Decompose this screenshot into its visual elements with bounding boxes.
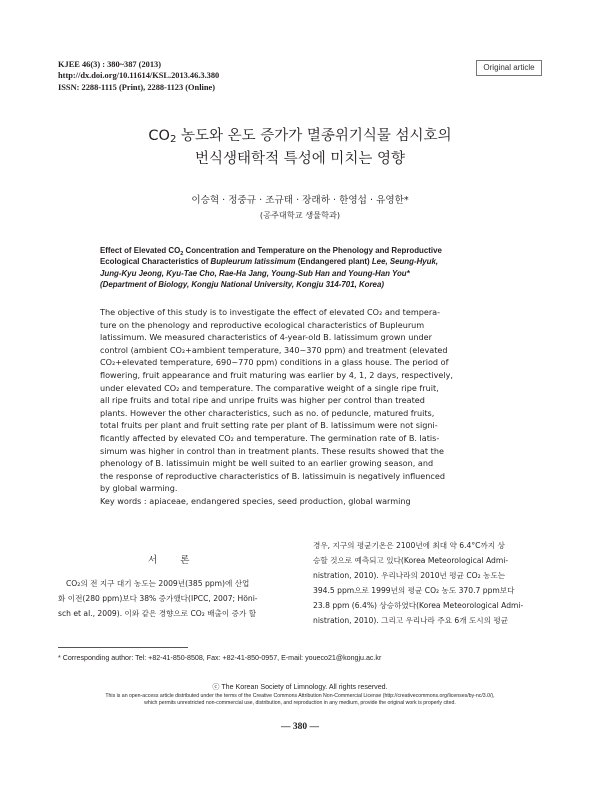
title-line-1: [60, 124, 540, 145]
en-affiliation: (Department of Biology, Kongju National University, Kongju 314-701, Korea): [100, 280, 384, 290]
affiliation-korean: (공주대학교 생물학과): [259, 210, 341, 220]
abstract-line: control (ambient CO₂+ambient temperature, 340~370 ppm) and treatment (elevated: [100, 344, 448, 355]
body-line: 394.5 ppm으로 1999년의 평균 CO₂ 농도 370.7 ppm보다: [313, 586, 515, 595]
body-line: 화 이전(280 ppm)보다 38% 증가했다(IPCC, 2007; Höni-: [58, 594, 258, 603]
journal-meta: [58, 59, 219, 93]
en-title-c: Ecological Characteristics of: [100, 257, 211, 267]
en-title-a: Effect of Elevated CO: [100, 246, 181, 255]
abstract-line: phenology of B. latissimuin might be well suited to an earlier growing season, and: [100, 458, 434, 469]
title-line-2: 번식생태학적 특성에 미치는 영향: [195, 151, 405, 167]
page-number: — 380 —: [281, 722, 319, 732]
en-title-sub: 2: [180, 251, 184, 257]
english-affiliation: [100, 279, 510, 290]
abstract-line: The objective of this study is to investigate the effect of elevated CO₂ and tempera-: [100, 307, 441, 317]
body-line: CO₂의 전 지구 대기 농도는 2009년(385 ppm)에 산업: [66, 579, 250, 588]
title-subscript: 2: [169, 134, 177, 145]
footnote-divider: [58, 647, 188, 648]
journal-citation: KJEE 46(3) : 380~387 (2013): [58, 60, 161, 69]
abstract-line: plants. However the other characteristics, such as no. of peduncle, matured fruits,: [100, 407, 435, 418]
english-title-line-1: [100, 245, 510, 256]
species-name: Bupleurum latissimum: [210, 257, 296, 267]
body-line: nistration, 2010). 우리나라의 2010년 평균 CO₂ 농도는: [313, 571, 506, 580]
title-rest: 농도와 온도 증가가 멸종위기식물 섬시호의: [176, 128, 452, 144]
body-line: 승할 것으로 예측되고 있다(Korea Meteorological Admi-: [313, 556, 509, 565]
body-line: sch et al., 2009). 이와 같은 경향으로 CO₂ 배출이 증가 할: [58, 609, 257, 618]
abstract-line: ficantly affected by elevated CO₂ and temperature. The germination rate of B. latis-: [100, 432, 440, 443]
authors-korean: 이승혁 · 정중규 · 조규태 · 장래하 · 한영섭 · 유영한*: [191, 195, 409, 206]
abstract-line: under elevated CO₂ and temperature. The comparative weight of a single ripe fruit,: [100, 382, 439, 393]
english-authors: [100, 268, 510, 279]
doi-link[interactable]: http://dx.doi.org/10.11614/KSL.2013.46.3.380: [58, 71, 220, 81]
english-title-block: [100, 245, 510, 291]
english-title-line-2: [100, 256, 510, 267]
abstract-line: total fruits per plant and fruit setting rate per plant of B. latissimum were not signi-: [100, 420, 438, 431]
abstract-line: simum was higher in control than in treatment plants. These results showed that the: [100, 445, 444, 456]
body-line: 23.8 ppm (6.4%) 상승하였다(Korea Meteorological Admi-: [313, 601, 524, 610]
article-type-badge: Original article: [476, 60, 542, 76]
abstract-line: latissimum. We measured characteristics of 4-year-old B. latissimum grown under: [100, 332, 432, 343]
abstract-line: all ripe fruits and total ripe and unripe fruits was higher per control than treated: [100, 395, 425, 406]
en-title-d: (Endangered plant): [295, 257, 372, 267]
abstract-line: ture on the phenology and reproductive ecological characteristics of Bupleurum: [100, 319, 425, 330]
section-heading-introduction: 서 론: [148, 555, 200, 566]
license-notice: [40, 693, 560, 707]
body-line: 경우, 지구의 평균기온은 2100년에 최대 약 6.4°C까지 상: [313, 541, 505, 550]
en-authors-1: Lee, Seung-Hyuk,: [371, 257, 439, 267]
license-line-1: This is an open-access article distributed under the terms of the Creative Commons Attribution Non-Commercial License (http://creativecommons.org/licenses/by-nc/3.0/),: [105, 693, 495, 699]
issn: ISSN: 2288-1115 (Print), 2288-1123 (Online): [58, 82, 216, 92]
abstract-line: by global warming.: [100, 483, 178, 494]
abstract-line: flowering, fruit appearance and fruit maturing was earlier by 4, 1, 2 days, respectively,: [100, 369, 453, 380]
en-authors-2: Jung-Kyu Jeong, Kyu-Tae Cho, Rae-Ha Jang, Young-Sub Han and Young-Han You*: [100, 268, 410, 278]
body-line: nistration, 2010). 그리고 우리나라 주요 6개 도시의 평균: [313, 616, 509, 625]
en-title-b: Concentration and Temperature on the Phenology and Reproductive: [183, 246, 442, 255]
abstract-line: CO₂+elevated temperature, 690~770 ppm) conditions in a glass house. The period of: [100, 357, 449, 368]
license-line-2: which permits unrestricted non-commercial use, distribution, and reproduction in any medium, provide the original work is properly cited.: [144, 700, 456, 706]
title-co: CO: [148, 128, 170, 144]
abstract: [100, 306, 504, 495]
body-right-column: [313, 538, 545, 628]
copyright-notice: ⓒ The Korean Society of Limnology. All rights reserved.: [212, 683, 388, 691]
corresponding-author-footnote: * Corresponding author: Tel: +82-41-850-8508, Fax: +82-41-850-0957, E-mail: youeco21@kongju.ac.kr: [58, 654, 382, 662]
abstract-line: the response of reproductive characteristics of B. latissimuin is negatively influenced: [100, 470, 445, 481]
keywords: Key words : apiaceae, endangered species, seed production, global warming: [100, 496, 411, 506]
body-left-column: [58, 576, 290, 621]
